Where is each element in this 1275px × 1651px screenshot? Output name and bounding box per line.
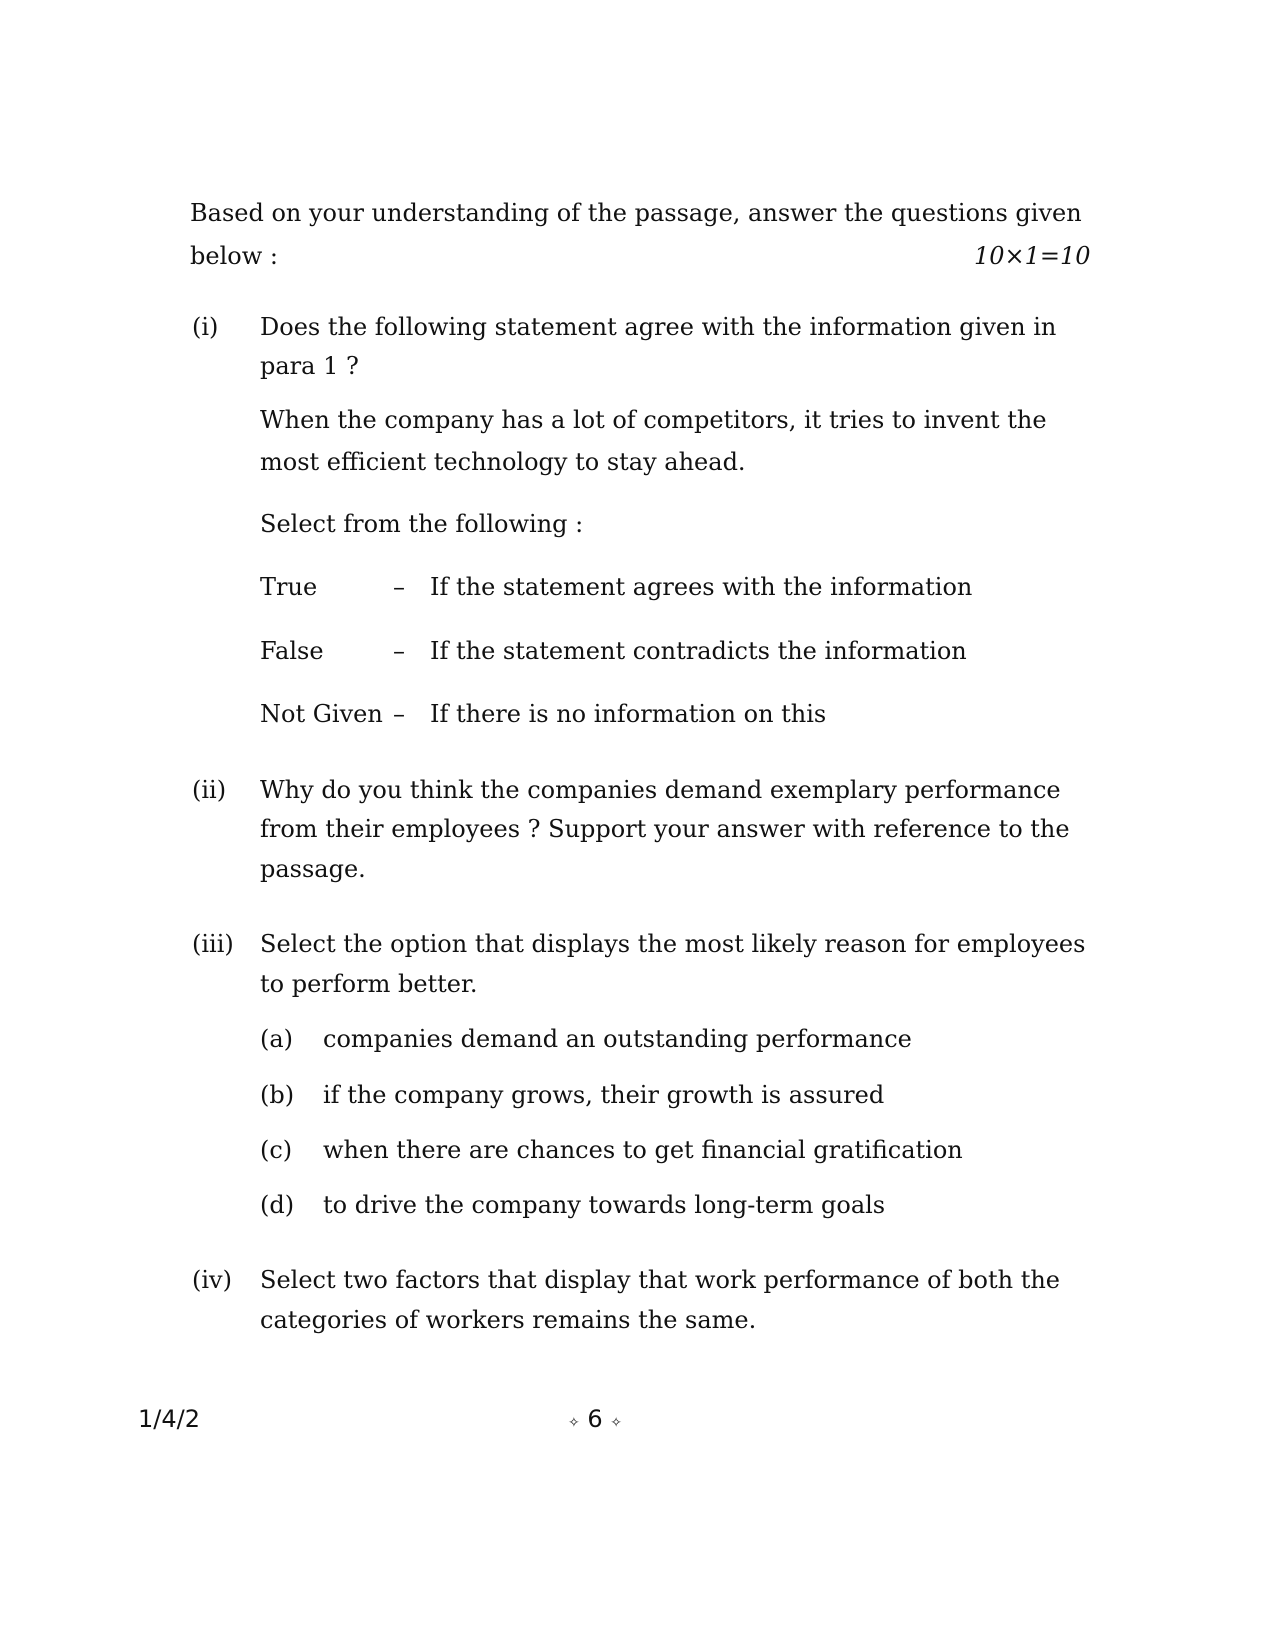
paper-code: 1/4/2 bbox=[138, 1405, 200, 1433]
instruction-line-1: Based on your understanding of the passage, answer the questions given bbox=[190, 199, 1082, 227]
option-true-dash: – bbox=[393, 573, 405, 601]
question-number-ii: (ii) bbox=[192, 776, 227, 804]
option-d-letter: (d) bbox=[260, 1191, 295, 1219]
question-number-i: (i) bbox=[192, 313, 219, 341]
ornament-left-icon: ✧ bbox=[568, 1415, 580, 1431]
option-b-letter: (b) bbox=[260, 1081, 295, 1109]
option-d-text: to drive the company towards long-term goals bbox=[323, 1191, 886, 1219]
question-number-iii: (iii) bbox=[192, 930, 234, 958]
page-number: 6 bbox=[587, 1405, 603, 1433]
question-i-line-1: Does the following statement agree with the information given in bbox=[260, 313, 1057, 341]
question-i-line-2: para 1 ? bbox=[260, 352, 359, 380]
question-iii-line-2: to perform better. bbox=[260, 970, 478, 998]
option-false-description: If the statement contradicts the information bbox=[430, 637, 967, 665]
option-c-letter: (c) bbox=[260, 1136, 293, 1164]
statement-line-1: When the company has a lot of competitors, it tries to invent the bbox=[260, 406, 1047, 434]
option-c-text: when there are chances to get financial gratification bbox=[323, 1136, 963, 1164]
option-not-given-dash: – bbox=[393, 700, 405, 728]
question-number-iv: (iv) bbox=[192, 1266, 232, 1294]
question-ii-line-1: Why do you think the companies demand exemplary performance bbox=[260, 776, 1061, 804]
question-ii-line-3: passage. bbox=[260, 855, 366, 883]
instruction-line-2: below : bbox=[190, 242, 278, 270]
option-false-dash: – bbox=[393, 637, 405, 665]
question-iv-line-2: categories of workers remains the same. bbox=[260, 1306, 757, 1334]
option-true-description: If the statement agrees with the information bbox=[430, 573, 973, 601]
option-b-text: if the company grows, their growth is assured bbox=[323, 1081, 885, 1109]
option-not-given-description: If there is no information on this bbox=[430, 700, 827, 728]
option-not-given-label: Not Given bbox=[260, 700, 383, 728]
question-iv-line-1: Select two factors that display that work performance of both the bbox=[260, 1266, 1060, 1294]
question-ii-line-2: from their employees ? Support your answer with reference to the bbox=[260, 815, 1070, 843]
statement-line-2: most efficient technology to stay ahead. bbox=[260, 448, 746, 476]
option-a-text: companies demand an outstanding performance bbox=[323, 1025, 912, 1053]
option-true-label: True bbox=[260, 573, 318, 601]
select-prompt: Select from the following : bbox=[260, 510, 584, 538]
option-false-label: False bbox=[260, 637, 324, 665]
marks-allocation: 10×1=10 bbox=[974, 242, 1091, 270]
question-iii-line-1: Select the option that displays the most likely reason for employees bbox=[260, 930, 1086, 958]
page-number-footer bbox=[568, 1405, 622, 1433]
ornament-right-icon: ✧ bbox=[610, 1415, 623, 1431]
option-a-letter: (a) bbox=[260, 1025, 294, 1053]
